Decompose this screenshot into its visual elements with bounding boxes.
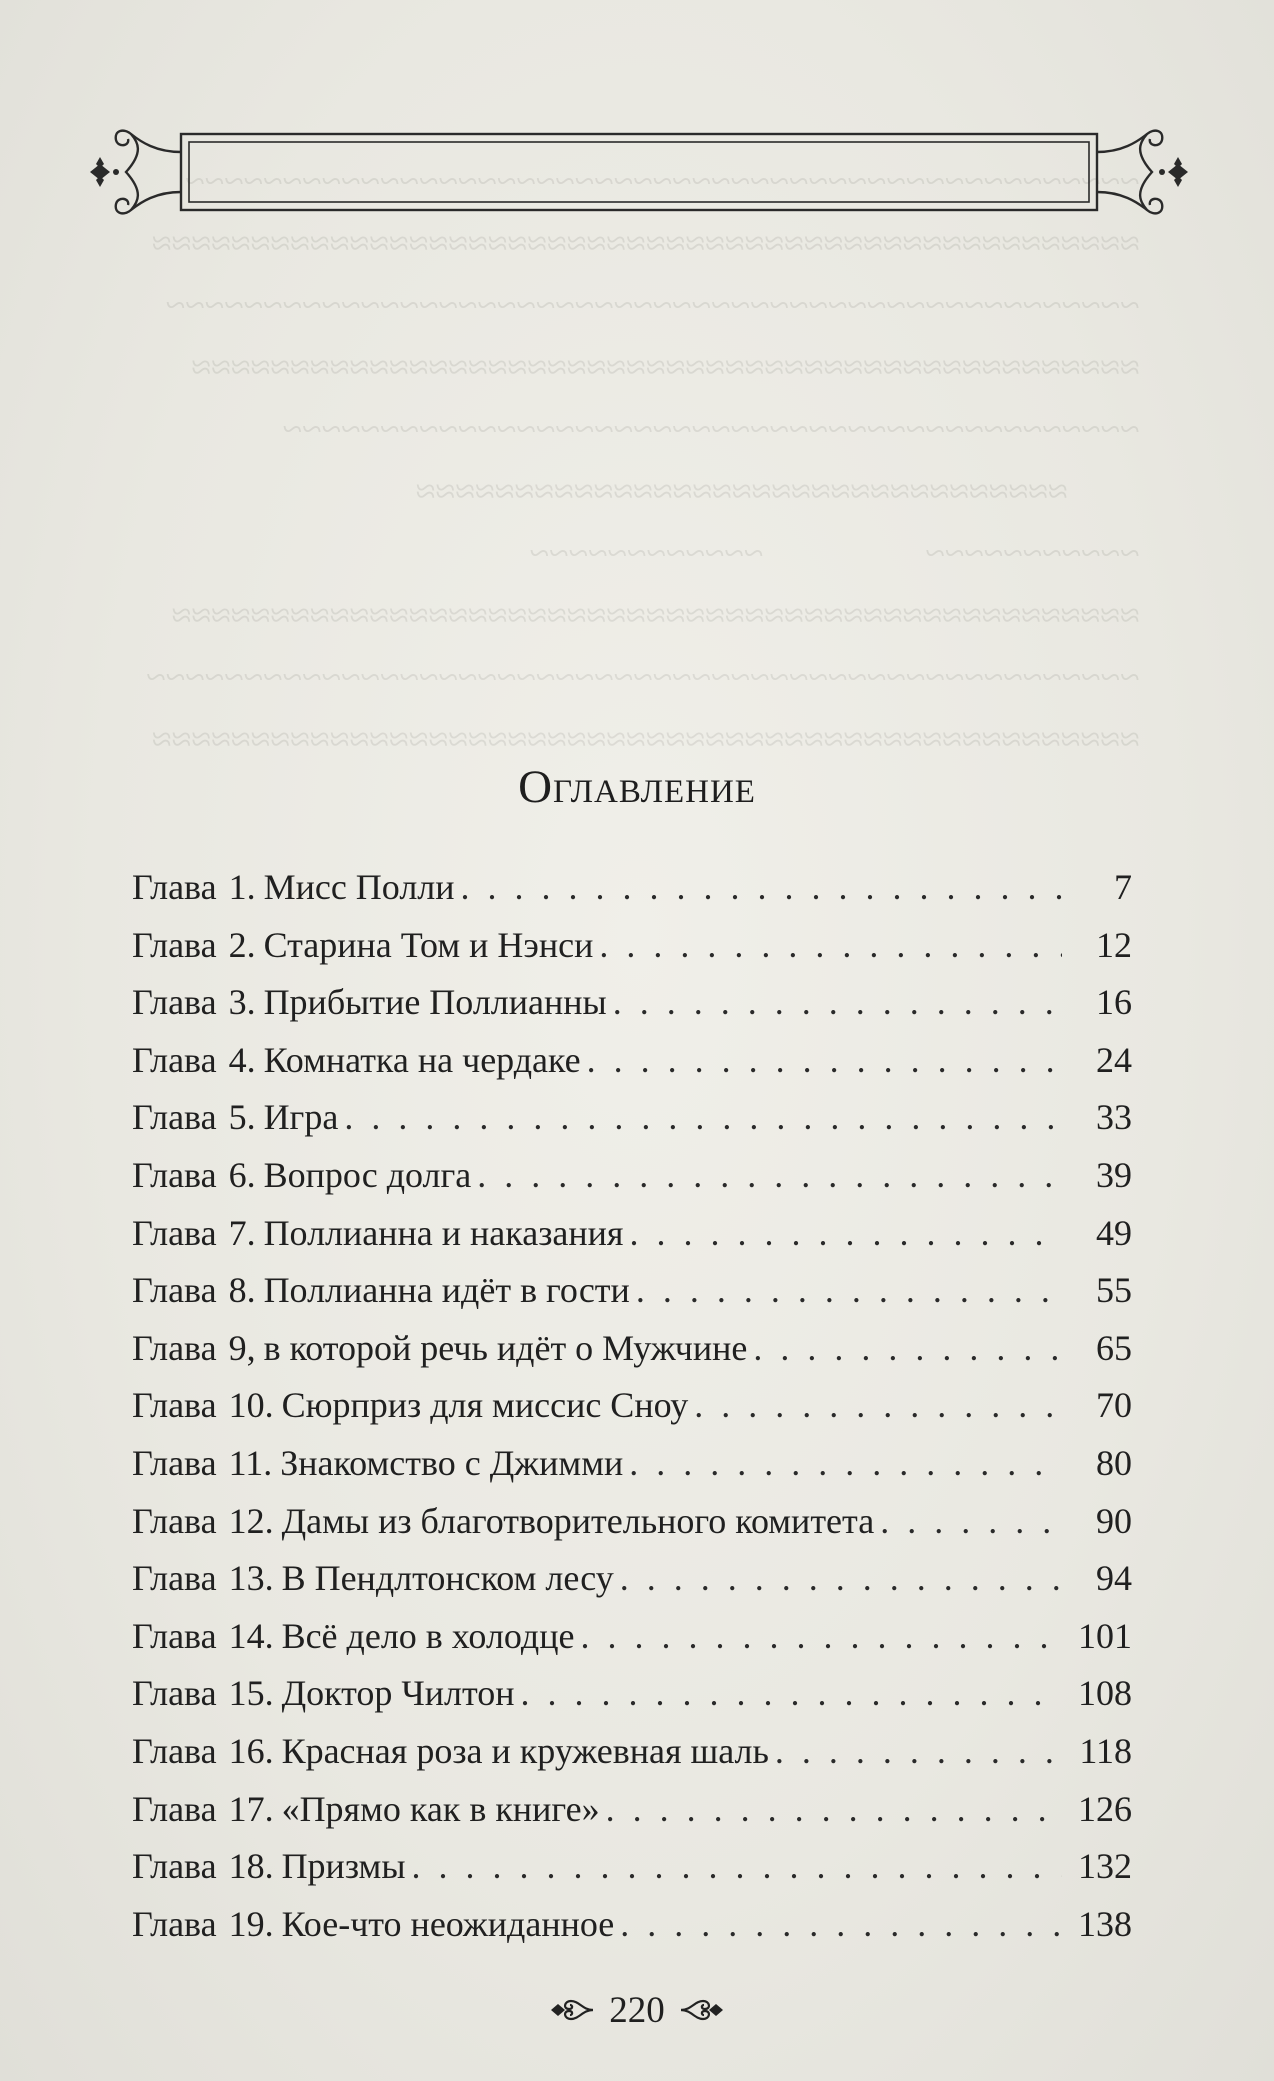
dot-leader	[630, 1205, 1063, 1263]
chapter-number: 13.	[228, 1558, 274, 1599]
dot-leader	[694, 1377, 1062, 1435]
chapter-label: Глава	[132, 1615, 217, 1656]
chapter-label: Глава	[132, 1846, 217, 1887]
chapter-title: В Пендлтонском лесу	[281, 1558, 614, 1599]
chapter-number: 1.	[228, 867, 256, 907]
chapter-number: 6.	[228, 1154, 256, 1195]
toc-entry[interactable]	[132, 917, 1132, 975]
page-number: 108	[1078, 1673, 1132, 1714]
dot-leader	[620, 1550, 1062, 1608]
chapter-number: 18.	[228, 1846, 274, 1887]
fleuron-left-icon	[549, 1993, 595, 2027]
chapter-label: Глава	[132, 1730, 217, 1771]
chapter-title: Прибытие Поллианны	[263, 982, 607, 1023]
dot-leader	[636, 1262, 1062, 1320]
chapter-label: Глава	[132, 1327, 217, 1368]
decorative-header-frame	[86, 112, 1192, 232]
chapter-title: Знакомство с Джимми	[280, 1442, 624, 1483]
page-number: 94	[1096, 1558, 1132, 1599]
dot-leader	[587, 1032, 1062, 1090]
toc-entry[interactable]	[132, 859, 1132, 917]
dot-leader	[461, 859, 1062, 917]
page-number: 39	[1096, 1154, 1132, 1195]
toc-entry[interactable]	[132, 1089, 1132, 1147]
toc-entry[interactable]	[132, 1032, 1132, 1090]
chapter-number: 7.	[228, 1212, 256, 1253]
toc-entry[interactable]	[132, 1147, 1132, 1205]
chapter-number: 19.	[228, 1903, 274, 1944]
toc-entry[interactable]	[132, 1493, 1132, 1551]
chapter-number: 8.	[228, 1270, 256, 1311]
page-number: 138	[1078, 1903, 1132, 1944]
chapter-label: Глава	[132, 1385, 217, 1426]
toc-entry[interactable]	[132, 1435, 1132, 1493]
chapter-number: 12.	[228, 1500, 274, 1541]
dot-leader	[753, 1320, 1062, 1378]
toc-entry[interactable]	[132, 1723, 1132, 1781]
dot-leader	[606, 1781, 1062, 1839]
dot-leader	[477, 1147, 1062, 1205]
chapter-label: Глава	[132, 1442, 217, 1483]
chapter-label: Глава	[132, 1270, 217, 1311]
chapter-number: 11.	[228, 1442, 273, 1483]
chapter-title: Комнатка на чердаке	[263, 1039, 581, 1080]
chapter-title: Всё дело в холодце	[281, 1615, 575, 1656]
page-number: 90	[1096, 1500, 1132, 1541]
page-number: 118	[1079, 1730, 1132, 1771]
chapter-label: Глава	[132, 982, 217, 1023]
dot-leader	[613, 974, 1062, 1032]
contents-heading: Оглавление	[518, 761, 756, 813]
chapter-number: 2.	[228, 924, 256, 965]
chapter-title: Сюрприз для миссис Сноу	[281, 1385, 689, 1426]
chapter-label: Глава	[132, 1673, 217, 1714]
chapter-title: Дамы из благотворительного комитета	[281, 1500, 875, 1541]
dot-leader	[775, 1723, 1062, 1781]
toc-entry[interactable]	[132, 1896, 1132, 1954]
chapter-title: Игра	[263, 1097, 339, 1138]
chapter-number: 4.	[228, 1039, 256, 1080]
chapter-title: Красная роза и кружевная шаль	[281, 1730, 769, 1771]
show-through-texture: ~~~~~~~~~~~~~~~~~~~~~~~~~~~~~~~~~~~~~~~~~~~~~~~~~ ≈≈≈≈≈≈≈≈≈≈≈≈≈≈≈≈≈≈≈≈≈≈≈≈≈≈≈≈≈≈≈≈≈≈≈≈≈≈≈≈≈≈≈≈≈≈≈≈≈≈ ~~~~~~~~~~~~~~~~~~~~~~~~~~~~~~~~~~~~~~~~~~~~~~~~~~ ≈≈≈≈≈≈≈≈≈≈≈≈≈≈≈≈≈≈≈≈≈≈≈≈≈≈≈≈≈≈≈≈≈≈≈≈≈≈≈≈≈≈≈≈≈≈≈≈ ~~~~~~~~~~~~~~~~~~~~~~~~~~~~~~~~~~~~~~~~~~~~ ≈≈≈≈≈≈≈≈≈≈≈≈≈≈≈≈≈≈≈≈≈≈≈≈≈≈≈≈≈≈≈≈≈ ~~~~~~~~~~~ ~~~~~~~~~~~~ ≈≈≈≈≈≈≈≈≈≈≈≈≈≈≈≈≈≈≈≈≈≈≈≈≈≈≈≈≈≈≈≈≈≈≈≈≈≈≈≈≈≈≈≈≈≈≈≈≈ ~~~~~~~~~~~~~~~~~~~~~~~~~~~~~~~~~~~~~~~~~~~~~~~~~~~ ≈≈≈≈≈≈≈≈≈≈≈≈≈≈≈≈≈≈≈≈≈≈≈≈≈≈≈≈≈≈≈≈≈≈≈≈≈≈≈≈≈≈≈≈≈≈≈≈≈≈	[146, 161, 1140, 759]
page-footer	[0, 1985, 1274, 2035]
chapter-title: Доктор Чилтон	[281, 1673, 515, 1714]
page-number: 65	[1096, 1327, 1132, 1368]
chapter-label: Глава	[132, 1903, 217, 1944]
page-number: 80	[1096, 1442, 1132, 1483]
dot-leader	[599, 917, 1062, 975]
chapter-title: Вопрос долга	[263, 1154, 472, 1195]
chapter-label: Глава	[132, 924, 217, 965]
page-number-footer: 220	[609, 1989, 665, 2031]
chapter-title: Старина Том и Нэнси	[263, 924, 594, 965]
chapter-number: 10.	[228, 1385, 274, 1426]
dot-leader	[880, 1493, 1062, 1551]
chapter-label: Глава	[132, 1500, 217, 1541]
dot-leader	[629, 1435, 1062, 1493]
page-number: 12	[1096, 924, 1132, 965]
chapter-number: 14.	[228, 1615, 274, 1656]
chapter-title: «Прямо как в книге»	[281, 1788, 600, 1829]
page-number: 33	[1096, 1097, 1132, 1138]
page-number: 101	[1078, 1615, 1132, 1656]
chapter-title: Мисс Полли	[263, 867, 455, 907]
page-number: 132	[1078, 1846, 1132, 1887]
chapter-label: Глава	[132, 1097, 217, 1138]
toc-entry[interactable]	[132, 1665, 1132, 1723]
dot-leader	[344, 1089, 1062, 1147]
dot-leader	[580, 1608, 1062, 1666]
dot-leader	[412, 1838, 1062, 1896]
toc-entry[interactable]	[132, 1262, 1132, 1320]
dot-leader	[620, 1896, 1062, 1954]
page-number: 126	[1078, 1788, 1132, 1829]
toc-entry[interactable]	[132, 974, 1132, 1032]
chapter-label: Глава	[132, 1788, 217, 1829]
chapter-label: Глава	[132, 1558, 217, 1599]
chapter-number: 17.	[228, 1788, 274, 1829]
table-of-contents	[132, 859, 1132, 1953]
toc-entry[interactable]	[132, 1377, 1132, 1435]
toc-entry[interactable]	[132, 1608, 1132, 1666]
toc-entry[interactable]	[132, 1205, 1132, 1263]
toc-entry[interactable]	[132, 1320, 1132, 1378]
chapter-number: 16.	[228, 1730, 274, 1771]
chapter-number: 3.	[228, 982, 256, 1023]
toc-entry[interactable]	[132, 1838, 1132, 1896]
chapter-title: Призмы	[281, 1846, 406, 1887]
chapter-label: Глава	[132, 1212, 217, 1253]
fleuron-right-icon	[679, 1993, 725, 2027]
page-number: 24	[1096, 1039, 1132, 1080]
chapter-number: 9,	[228, 1327, 256, 1368]
chapter-number: 15.	[228, 1673, 274, 1714]
page-number: 7	[1114, 867, 1132, 907]
chapter-label: Глава	[132, 867, 217, 907]
chapter-title: в которой речь идёт о Мужчине	[263, 1327, 748, 1368]
page-number: 55	[1096, 1270, 1132, 1311]
chapter-title: Кое-что неожиданное	[281, 1903, 615, 1944]
page-number: 16	[1096, 982, 1132, 1023]
toc-entry[interactable]	[132, 1550, 1132, 1608]
toc-entry[interactable]	[132, 1781, 1132, 1839]
chapter-title: Поллианна и наказания	[263, 1212, 624, 1253]
chapter-label: Глава	[132, 1154, 217, 1195]
chapter-label: Глава	[132, 1039, 217, 1080]
page-number: 49	[1096, 1212, 1132, 1253]
dot-leader	[521, 1665, 1062, 1723]
chapter-title: Поллианна идёт в гости	[263, 1270, 630, 1311]
page-number: 70	[1096, 1385, 1132, 1426]
chapter-number: 5.	[228, 1097, 256, 1138]
